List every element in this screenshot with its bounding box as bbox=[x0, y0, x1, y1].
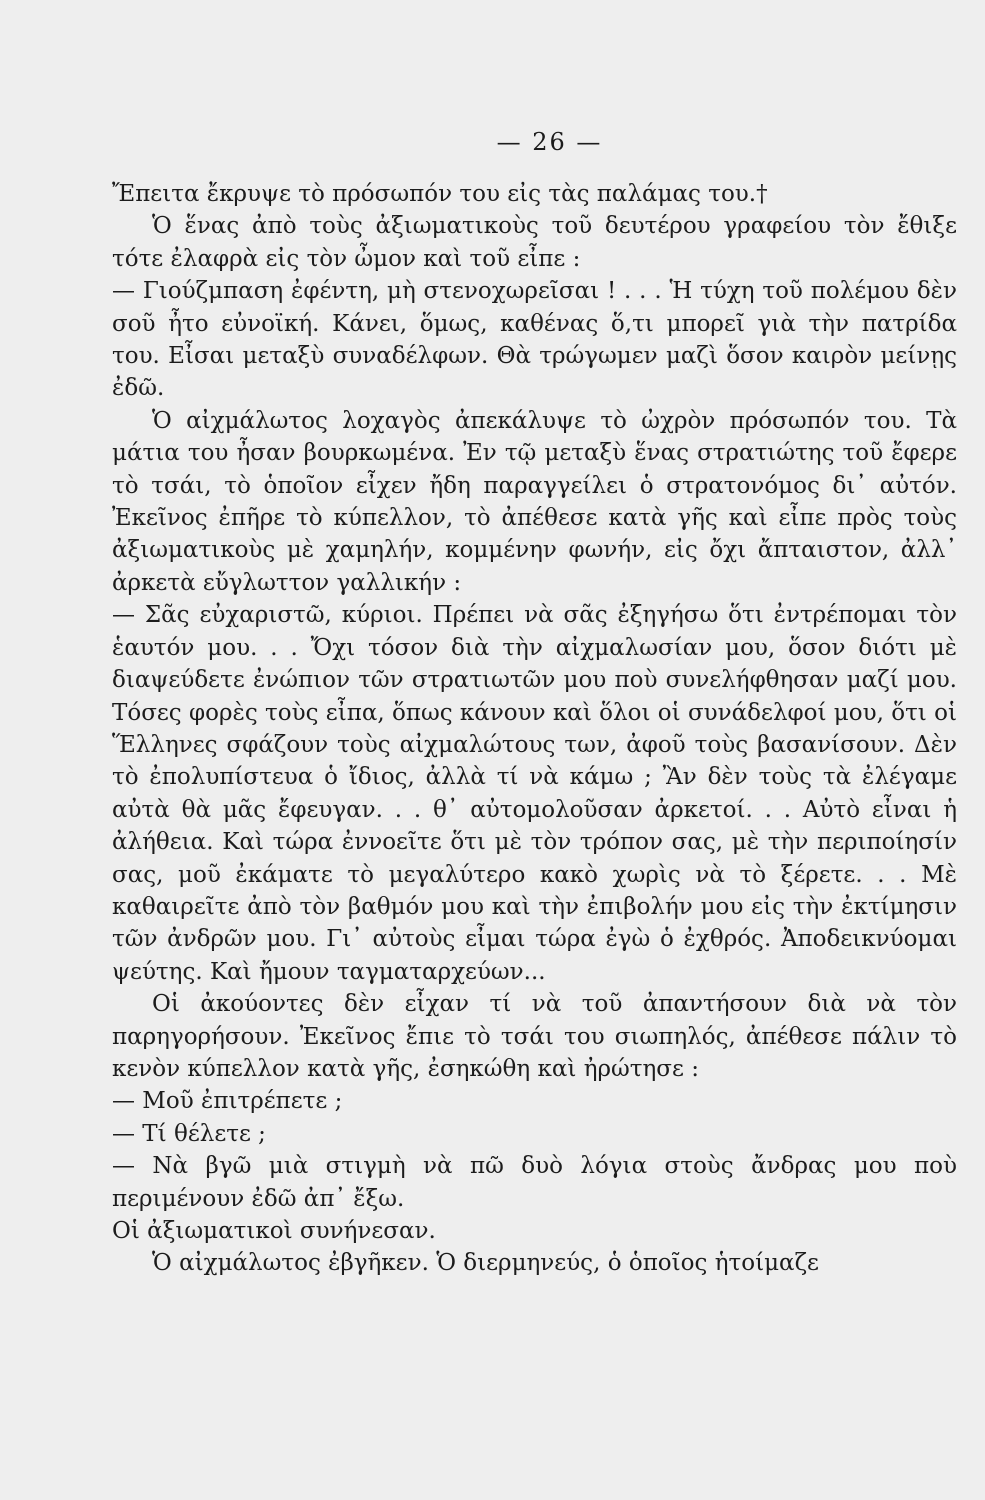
dialogue-line: — Τί θέλετε ; bbox=[112, 1120, 266, 1147]
paragraph: Ὁ ἕνας ἀπὸ τοὺς ἀξιωματικοὺς τοῦ δευτέρου γραφείου τὸν ἔθιξε τότε ἐλαφρὰ εἰς τὸν ὦμον καὶ τοῦ εἶπε : bbox=[112, 213, 957, 272]
dialogue-line: — Γιούζμπαση ἐφέντη, μὴ στενοχωρεῖσαι ! . . . Ἡ τύχη τοῦ πολέμου δὲν σοῦ ἦτο εὐνοϊκή. Κάνει, ὅμως, καθένας ὅ,τι μπορεῖ γιὰ τὴν πατρίδα του. Εἶσαι μεταξὺ συναδέλφων. Θὰ τρώγωμεν μαζὶ ὅσον καιρὸν μείνῃς ἐδῶ. bbox=[112, 278, 957, 402]
dialogue-line: — Σᾶς εὐχαριστῶ, κύριοι. Πρέπει νὰ σᾶς ἐξηγήσω ὅτι ἐντρέπομαι τὸν ἑαυτόν μου. . . Ὄχι τόσον διὰ τὴν αἰχμαλωσίαν μου, ὅσον διότι μὲ διαψεύδετε ἐνώπιον τῶν στρατιωτῶν μου ποὺ συνελήφθησαν μαζί μου. Τόσες φορὲς τοὺς εἶπα, ὅπως κάνουν καὶ ὅλοι οἱ συνάδελφοί μου, ὅτι οἱ Ἕλληνες σφάζουν τοὺς αἰχμαλώτους των, ἀφοῦ τοὺς βασανίσουν. Δὲν τὸ ἐπολυπίστευα ὁ ἴδιος, ἀλλὰ τί νὰ κάμω ; Ἂν δὲν τοὺς τὰ ἐλέγαμε αὐτὰ θὰ μᾶς ἔφευγαν. . . θ᾿ αὐτομολοῦσαν ἀρκετοί. . . Αὐτὸ εἶναι ἡ ἀλήθεια. Καὶ τώρα ἐννοεῖτε ὅτι μὲ τὸν τρόπον σας, μὲ τὴν περιποίησίν σας, μοῦ ἐκάματε τὸ μεγαλύτερο κακὸ χωρὶς νὰ τὸ ξέρετε. . . Μὲ καθαιρεῖτε ἀπὸ τὸν βαθμόν μου καὶ τὴν ἐπιβολήν μου εἰς τὴν ἐκτίμησιν τῶν ἀνδρῶν μου. Γι᾿ αὐτοὺς εἶμαι τώρα ἐγὼ ὁ ἐχθρός. Ἀποδεικνύομαι ψεύτης. Καὶ ἤμουν ταγματαρχεύων... bbox=[112, 602, 957, 985]
paragraph: Ὁ αἰχμάλωτος ἐβγῆκεν. Ὁ διερμηνεύς, ὁ ὁποῖος ἡτοίμαζε bbox=[152, 1250, 819, 1277]
paragraph: Ὁ αἰχμάλωτος λοχαγὸς ἀπεκάλυψε τὸ ὠχρὸν πρόσωπόν του. Τὰ μάτια του ἦσαν βουρκωμένα. Ἐν τῷ μεταξὺ ἕνας στρατιώτης τοῦ ἔφερε τὸ τσάι, τὸ ὁποῖον εἶχεν ἤδη παραγγείλει ὁ στρατονόμος δι᾿ αὐτόν. Ἐκεῖνος ἐπῆρε τὸ κύπελλον, τὸ ἀπέθεσε κατὰ γῆς καὶ εἶπε πρὸς τοὺς ἀξιωματικοὺς μὲ χαμηλήν, κομμένην φωνήν, εἰς ὄχι ἄπταιστον, ἀλλ᾿ ἀρκετὰ εὔγλωττον γαλλικήν : bbox=[112, 407, 957, 596]
paragraph: Οἱ ἀκούοντες δὲν εἶχαν τί νὰ τοῦ ἀπαντήσουν διὰ νὰ τὸν παρηγορήσουν. Ἐκεῖνος ἔπιε τὸ τσάι του σιωπηλός, ἀπέθεσε πάλιν τὸ κενὸν κύπελλον κατὰ γῆς, ἐσηκώθη καὶ ἠρώτησε : bbox=[112, 991, 957, 1082]
dialogue-line: — Νὰ βγῶ μιὰ στιγμὴ νὰ πῶ δυὸ λόγια στοὺς ἄνδρας μου ποὺ περιμένουν ἐδῶ ἀπ᾿ ἔξω. bbox=[112, 1153, 957, 1212]
paragraph: Ἔπειτα ἔκρυψε τὸ πρόσωπόν του εἰς τὰς παλάμας του.† bbox=[112, 181, 768, 207]
dialogue-line: — Μοῦ ἐπιτρέπετε ; bbox=[112, 1088, 343, 1115]
paragraph: Οἱ ἀξιωματικοὶ συνήνεσαν. bbox=[112, 1218, 436, 1244]
page-number: — 26 — bbox=[496, 128, 603, 156]
body-text bbox=[112, 178, 957, 1280]
